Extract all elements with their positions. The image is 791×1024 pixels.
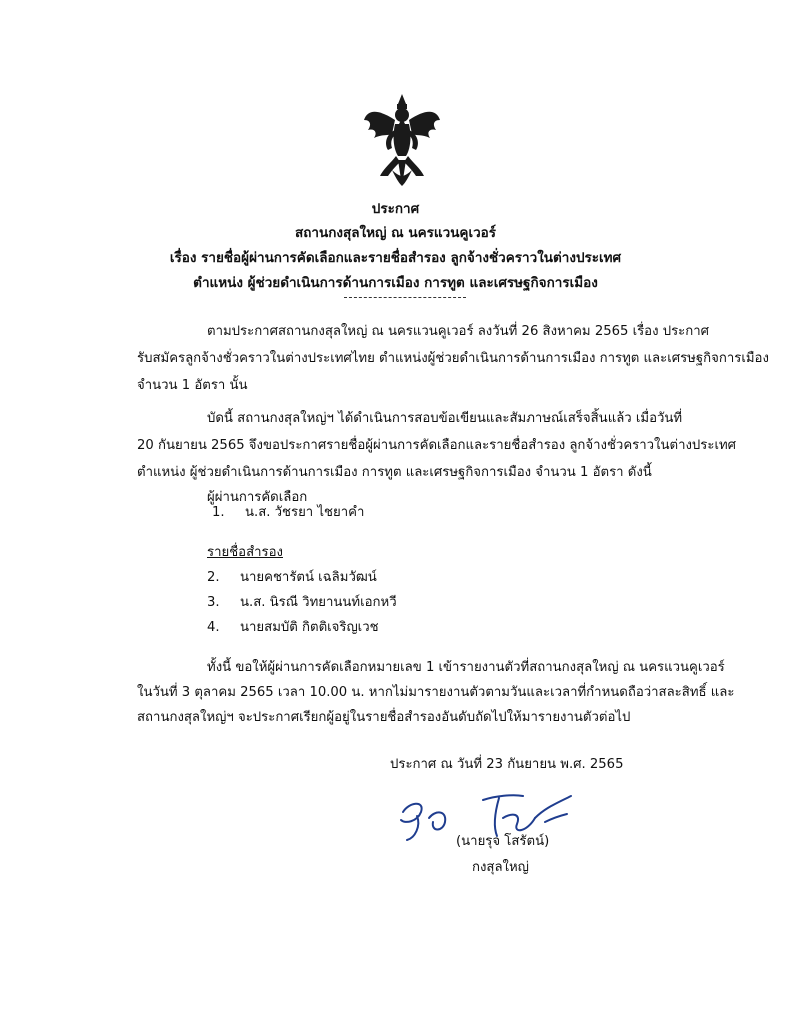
para1-line3: จำนวน 1 อัตรา นั้น <box>137 378 248 393</box>
para3-line1: ทั้งนี้ ขอให้ผู้ผ่านการคัดเลือกหมายเลข 1 เข้ารายงานตัวที่สถานกงสุลใหญ่ ณ นครแวนคูเวอร์ <box>207 660 725 675</box>
selected-item-number: 1. <box>212 505 225 520</box>
selected-item <box>212 501 364 522</box>
announcement-title: ประกาศ <box>371 201 420 217</box>
announcement-subject: เรื่อง รายชื่อผู้ผ่านการคัดเลือกและรายชื่อสำรอง ลูกจ้างชั่วคราวในต่างประเทศ <box>169 250 622 266</box>
reserve-item: 4. นายสมบัติ กิตติเจริญเวช <box>207 620 379 635</box>
para2-line3: ตำแหน่ง ผู้ช่วยดำเนินการด้านการเมือง การทูต และเศรษฐกิจการเมือง จำนวน 1 อัตรา ดังนี้ <box>137 465 652 480</box>
announcement-date: ประกาศ ณ วันที่ 23 กันยายน พ.ศ. 2565 <box>390 757 624 772</box>
position-title: ตำแหน่ง ผู้ช่วยดำเนินการด้านการเมือง การทูต และเศรษฐกิจการเมือง <box>193 275 598 291</box>
selected-item-name: น.ส. วัชรยา ไชยาคำ <box>245 505 365 520</box>
reserve-heading: รายชื่อสำรอง <box>207 545 283 560</box>
signer-name: (นายรุจ โสรัตน์) <box>456 834 550 849</box>
organization-name: สถานกงสุลใหญ่ ณ นครแวนคูเวอร์ <box>294 225 497 241</box>
para2-line1: บัดนี้ สถานกงสุลใหญ่ฯ ได้ดำเนินการสอบข้อเขียนและสัมภาษณ์เสร็จสิ้นแล้ว เมื่อวันที่ <box>207 411 683 426</box>
para3-line2: ในวันที่ 3 ตุลาคม 2565 เวลา 10.00 น. หากไม่มารายงานตัวตามวันและเวลาที่กำหนดถือว่าสละสิทธิ์ และ <box>137 685 735 700</box>
para1-line2: รับสมัครลูกจ้างชั่วคราวในต่างประเทศไทย ตำแหน่งผู้ช่วยดำเนินการด้านการเมือง การทูต และเศรษฐกิจการเมือง <box>137 351 769 366</box>
reserve-item: 3. น.ส. นิรณี วิทยานนท์เอกหวี <box>207 595 397 610</box>
para3-line3: สถานกงสุลใหญ่ฯ จะประกาศเรียกผู้อยู่ในรายชื่อสำรองอันดับถัดไปให้มารายงานตัวต่อไป <box>137 710 631 725</box>
signer-title: กงสุลใหญ่ <box>472 860 529 875</box>
reserve-item: 2. นายคชารัตน์ เฉลิมวัฒน์ <box>207 570 377 585</box>
garuda-emblem-icon <box>362 90 442 190</box>
para1-line1: ตามประกาศสถานกงสุลใหญ่ ณ นครแวนคูเวอร์ ลงวันที่ 26 สิงหาคม 2565 เรื่อง ประกาศ <box>207 324 710 339</box>
para2-line2: 20 กันยายน 2565 จึงขอประกาศรายชื่อผู้ผ่านการคัดเลือกและรายชื่อสำรอง ลูกจ้างชั่วคราวในต่างประเทศ <box>137 438 737 453</box>
header-separator <box>344 297 466 298</box>
selected-heading: ผู้ผ่านการคัดเลือก <box>207 490 308 505</box>
